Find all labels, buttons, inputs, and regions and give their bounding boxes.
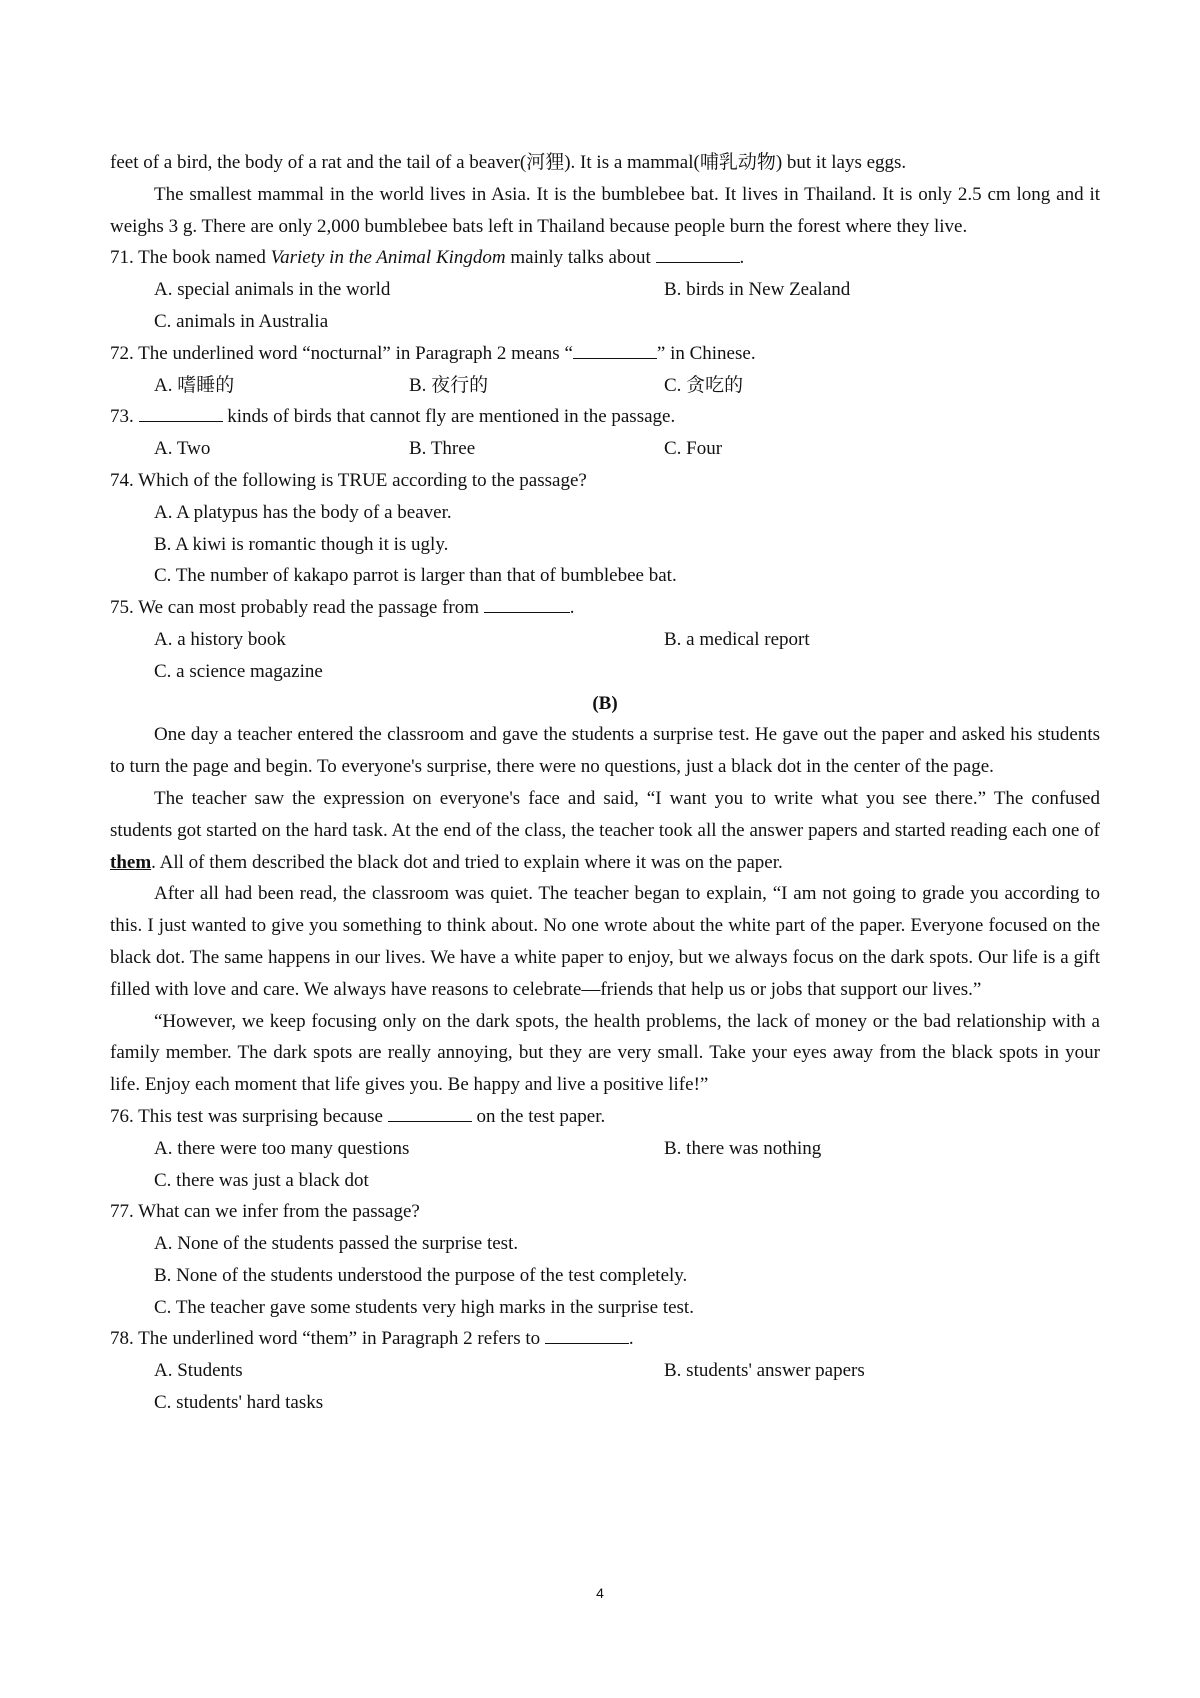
q71-option-a: A. special animals in the world [154, 279, 391, 301]
passage-b-paragraph-3: After all had been read, the classroom was quiet. The teacher began to explain, “I am not going to grade you according to this. I just wanted to give you something to think about. No one wrote about the white part of the paper. Everyone focused on the black dot. The same happens in our lives. We have a white paper to enjoy, but we always focus on the dark spots. Our life is a gift filled with love and care. We always have reasons to celebrate—friends that help us or jobs that support our lives.” [110, 883, 1100, 1000]
q72-option-a: A. 嗜睡的 [154, 374, 235, 396]
q75-options-row-2 [110, 656, 1100, 688]
underlined-word-them: them [110, 851, 152, 873]
question-76: 76. This test was surprising because on the test paper. [110, 1101, 1100, 1133]
q78-option-c: C. students' hard tasks [154, 1392, 324, 1414]
passage-b-paragraph-1: One day a teacher entered the classroom and gave the students a surprise test. He gave out the paper and asked his students to turn the page and begin. To everyone's surprise, there were no questions, just a black dot in the center of the page. [110, 724, 1100, 778]
q73-option-c: C. Four [664, 438, 723, 460]
question-74: 74. Which of the following is TRUE according to the passage? [110, 469, 587, 491]
q72-option-b: B. 夜行的 [409, 374, 489, 396]
q77-option-c: C. The teacher gave some students very high marks in the surprise test. [154, 1296, 694, 1318]
question-73: 73. kinds of birds that cannot fly are mentioned in the passage. [110, 401, 1100, 433]
section-b-heading: (B) [592, 692, 618, 714]
q78-option-b: B. students' answer papers [664, 1360, 865, 1382]
q78-options-row-1 [110, 1355, 1100, 1387]
q76-option-a: A. there were too many questions [154, 1137, 410, 1159]
q72-option-c: C. 贪吃的 [664, 374, 744, 396]
q77-option-b: B. None of the students understood the purpose of the test completely. [154, 1264, 688, 1286]
question-71: 71. The book named Variety in the Animal Kingdom mainly talks about . [110, 242, 1100, 274]
question-77: 77. What can we infer from the passage? [110, 1201, 420, 1223]
q71-option-b: B. birds in New Zealand [664, 279, 851, 301]
q75-option-c: C. a science magazine [154, 660, 323, 682]
q75-options-row-1 [110, 624, 1100, 656]
passage-b-paragraph-2: The teacher saw the expression on everyone's face and said, “I want you to write what you see there.” The confused students got started on the hard task. At the end of the class, the teacher took all the answer papers and started reading each one of them. All of them described the black dot and tried to explain where it was on the paper. [110, 787, 1100, 873]
answer-blank [573, 338, 657, 359]
q76-options-row-1 [110, 1133, 1100, 1165]
q74-option-c: C. The number of kakapo parrot is larger than that of bumblebee bat. [154, 565, 677, 587]
answer-blank [656, 242, 740, 263]
q74-option-b-row [110, 529, 1100, 561]
answer-blank [484, 592, 570, 613]
exam-page-content [110, 147, 1100, 1419]
q78-option-a: A. Students [154, 1360, 243, 1382]
q76-option-b: B. there was nothing [664, 1137, 822, 1159]
q77-option-c-row [110, 1292, 1100, 1324]
q76-option-c: C. there was just a black dot [154, 1169, 369, 1191]
q77-option-a-row [110, 1228, 1100, 1260]
q71-options-row-1 [110, 274, 1100, 306]
q76-options-row-2 [110, 1165, 1100, 1197]
q75-option-b: B. a medical report [664, 628, 810, 650]
book-title: Variety in the Animal Kingdom [270, 247, 506, 269]
answer-blank [545, 1323, 629, 1344]
q73-option-b: B. Three [409, 438, 476, 460]
passage-b-paragraph-4: “However, we keep focusing only on the dark spots, the health problems, the lack of money or the bad relationship with a family member. The dark spots are really annoying, but they are very small. Take your eyes away from the black spots in your life. Enjoy each moment that life gives you. Be happy and live a positive life!” [110, 1010, 1100, 1096]
question-72: 72. The underlined word “nocturnal” in Paragraph 2 means “ ” in Chinese. [110, 338, 1100, 370]
answer-blank [139, 401, 223, 422]
q74-option-c-row [110, 560, 1100, 592]
q74-option-a: A. A platypus has the body of a beaver. [154, 501, 452, 523]
q74-option-b: B. A kiwi is romantic though it is ugly. [154, 533, 449, 555]
q71-options-row-2 [110, 306, 1100, 338]
q78-options-row-2 [110, 1387, 1100, 1419]
q71-option-c: C. animals in Australia [154, 310, 329, 332]
passage-a-paragraph-2: The smallest mammal in the world lives in Asia. It is the bumblebee bat. It lives in Thailand. It is only 2.5 cm long and it weighs 3 g. There are only 2,000 bumblebee bats left in Thailand because people burn the forest where they live. [110, 183, 1100, 237]
page-number: 4 [596, 1585, 604, 1601]
q77-option-b-row [110, 1260, 1100, 1292]
q73-options-row [110, 433, 1100, 465]
q73-option-a: A. Two [154, 438, 211, 460]
passage-a-paragraph-1-end: feet of a bird, the body of a rat and the tail of a beaver(河狸). It is a mammal(哺乳动物) but it lays eggs. [110, 152, 907, 173]
answer-blank [388, 1101, 472, 1122]
q72-options-row [110, 370, 1100, 402]
q74-option-a-row [110, 497, 1100, 529]
question-75: 75. We can most probably read the passage from . [110, 592, 1100, 624]
question-78: 78. The underlined word “them” in Paragraph 2 refers to . [110, 1323, 1100, 1355]
q77-option-a: A. None of the students passed the surprise test. [154, 1233, 519, 1255]
q75-option-a: A. a history book [154, 628, 286, 650]
